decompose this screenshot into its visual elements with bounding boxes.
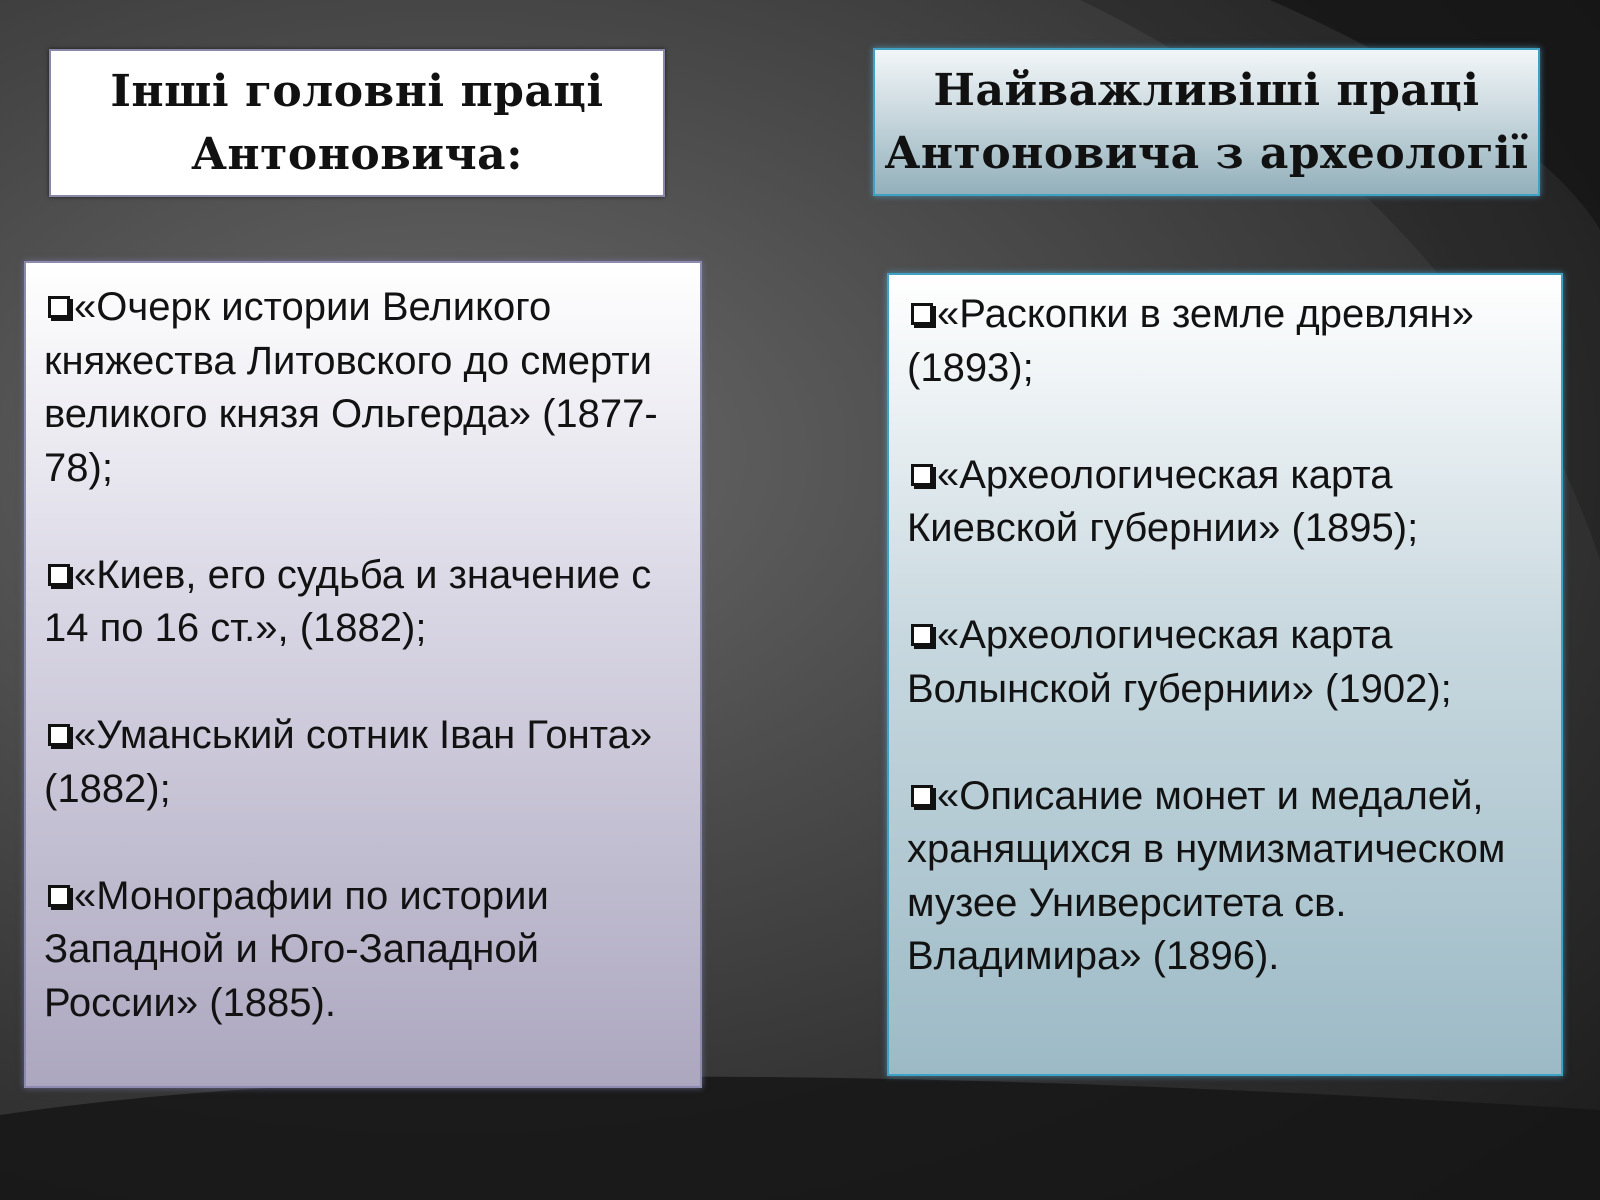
checkbox-bullet-icon [48, 296, 70, 318]
checkbox-bullet-icon [48, 564, 70, 586]
checkbox-bullet-icon [911, 303, 933, 325]
right-title-box [873, 48, 1540, 196]
checkbox-bullet-icon [911, 464, 933, 486]
left-title-box [49, 49, 665, 197]
right-title-line2: Антоновича з археології [884, 128, 1529, 179]
left-title-line1: Інші головні праці [110, 66, 604, 117]
list-item-text: «Раскопки в земле древлян» (1893); [907, 292, 1474, 390]
checkbox-bullet-icon [911, 785, 933, 807]
list-item [44, 870, 682, 1031]
checkbox-bullet-icon [48, 885, 70, 907]
list-item [907, 288, 1541, 395]
left-title-line2: Антоновича: [191, 129, 523, 180]
list-item [44, 709, 682, 816]
list-item [44, 281, 682, 495]
left-works-list [24, 261, 702, 1088]
list-item [907, 449, 1541, 556]
list-item-text: «Археологическая карта Киевской губернии» (1895); [907, 452, 1419, 550]
list-item [44, 549, 682, 656]
list-item-text: «Очерк истории Великого княжества Литовского до смерти великого князя Ольгерда» (1877-78); [44, 285, 658, 490]
list-item [907, 770, 1541, 984]
checkbox-bullet-icon [48, 724, 70, 746]
list-item-text: «Археологическая карта Волынской губернии» (1902); [907, 613, 1452, 711]
list-item-text: «Уманський сотник Іван Гонта» (1882); [44, 713, 653, 811]
list-item [907, 609, 1541, 716]
right-archaeology-list [887, 273, 1563, 1076]
list-item-text: «Киев, его судьба и значение с 14 по 16 ст.», (1882); [44, 552, 652, 650]
list-item-text: «Монографии по истории Западной и Юго-Западной России» (1885). [44, 873, 549, 1025]
checkbox-bullet-icon [911, 624, 933, 646]
right-title-line1: Найважливіші праці [933, 65, 1480, 116]
list-item-text: «Описание монет и медалей, хранящихся в нумизматическом музее Университета св. Владимира» (1896). [907, 773, 1506, 978]
